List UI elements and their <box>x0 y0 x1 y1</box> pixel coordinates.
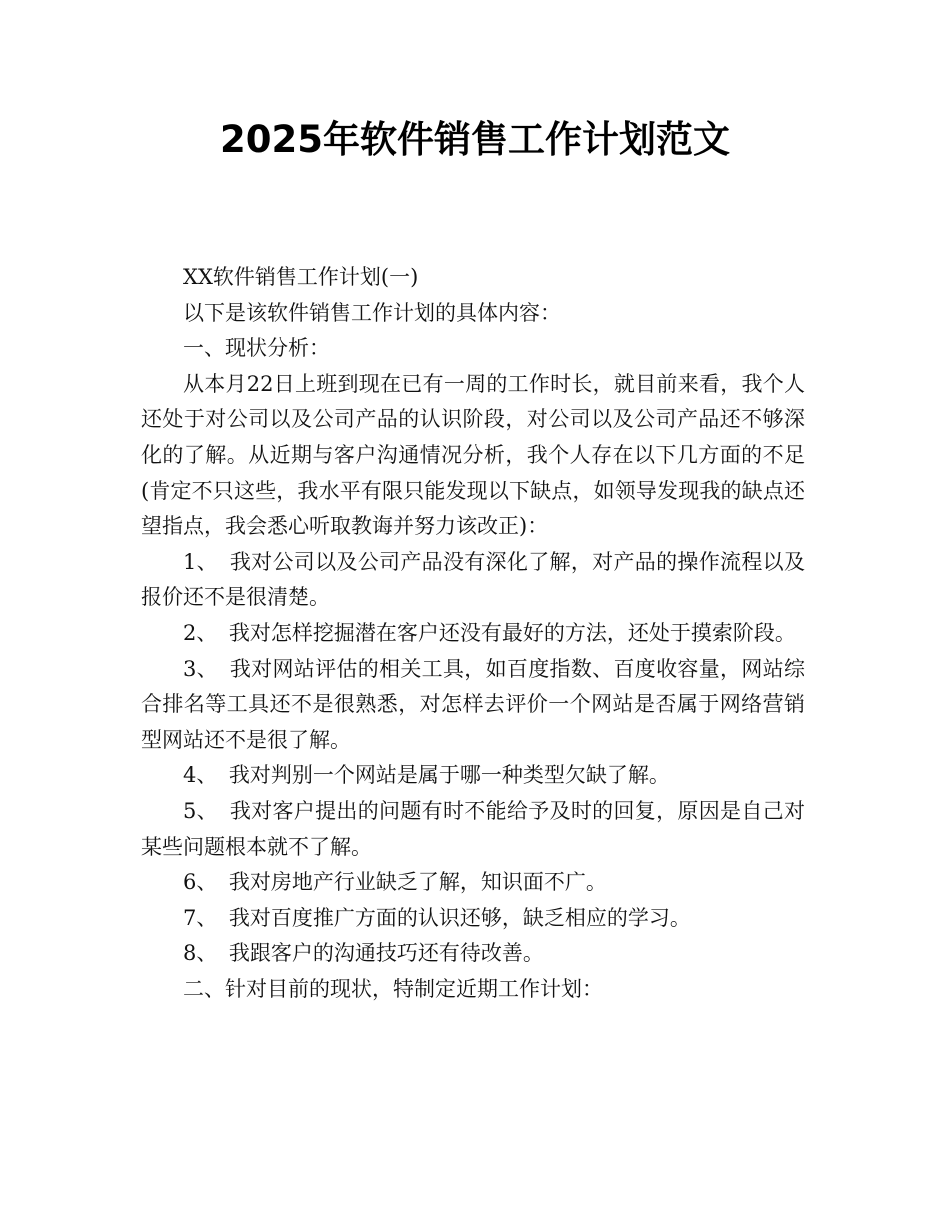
document-body <box>141 260 805 1007</box>
section-heading-plan: 二、针对目前的现状，特制定近期工作计划： <box>183 976 603 1001</box>
list-item-text: 我对房地产行业缺乏了解，知识面不广。 <box>228 870 607 895</box>
list-item <box>141 865 805 901</box>
list-item-text: 我对网站评估的相关工具，如百度指数、百度收容量，网站综合排名等工具还不是很熟悉，对怎样去评价一个网站是否属于网络营销型网站还不是很了解。 <box>141 656 805 752</box>
intro-paragraph: 以下是该软件销售工作计划的具体内容： <box>183 300 561 325</box>
list-item-number: 1、 <box>183 549 218 574</box>
list-item <box>141 652 805 759</box>
list-item-text: 我对公司以及公司产品没有深化了解，对产品的操作流程以及报价还不是很清楚。 <box>141 549 805 610</box>
list-item-number: 2、 <box>183 620 218 645</box>
list-item-number: 5、 <box>183 798 218 823</box>
list-item <box>141 545 805 616</box>
status-analysis-paragraph: 从本月22日上班到现在已有一周的工作时长，就目前来看，我个人还处于对公司以及公司产品的认识阶段，对公司以及公司产品还不够深化的了解。从近期与客户沟通情况分析，我个人存在以下几方面的不足(肯定不只这些，我水平有限只能发现以下缺点，如领导发现我的缺点还望指点，我会悉心听取教诲并努力该改正)： <box>141 371 805 539</box>
list-item-number: 4、 <box>183 763 218 788</box>
list-item-number: 8、 <box>183 941 218 966</box>
list-item <box>141 794 805 865</box>
list-item-text: 我对怎样挖掘潜在客户还没有最好的方法，还处于摸索阶段。 <box>228 620 796 645</box>
list-item <box>141 936 805 972</box>
plan-subheading: XX软件销售工作计划(一) <box>183 265 419 289</box>
list-item-number: 7、 <box>183 905 218 930</box>
document-title: 2025年软件销售工作计划范文 <box>220 118 730 161</box>
list-item-text: 我对判别一个网站是属于哪一种类型欠缺了解。 <box>228 763 670 788</box>
list-item <box>141 758 805 794</box>
list-item-text: 我对客户提出的问题有时不能给予及时的回复，原因是自己对某些问题根本就不了解。 <box>141 798 805 859</box>
list-item <box>141 901 805 937</box>
list-item <box>141 616 805 652</box>
list-item-text: 我跟客户的沟通技巧还有待改善。 <box>228 941 544 966</box>
list-item-number: 6、 <box>183 870 218 895</box>
list-item-text: 我对百度推广方面的认识还够，缺乏相应的学习。 <box>228 905 691 930</box>
list-item-number: 3、 <box>183 656 218 681</box>
section-heading-status: 一、现状分析： <box>183 336 330 361</box>
